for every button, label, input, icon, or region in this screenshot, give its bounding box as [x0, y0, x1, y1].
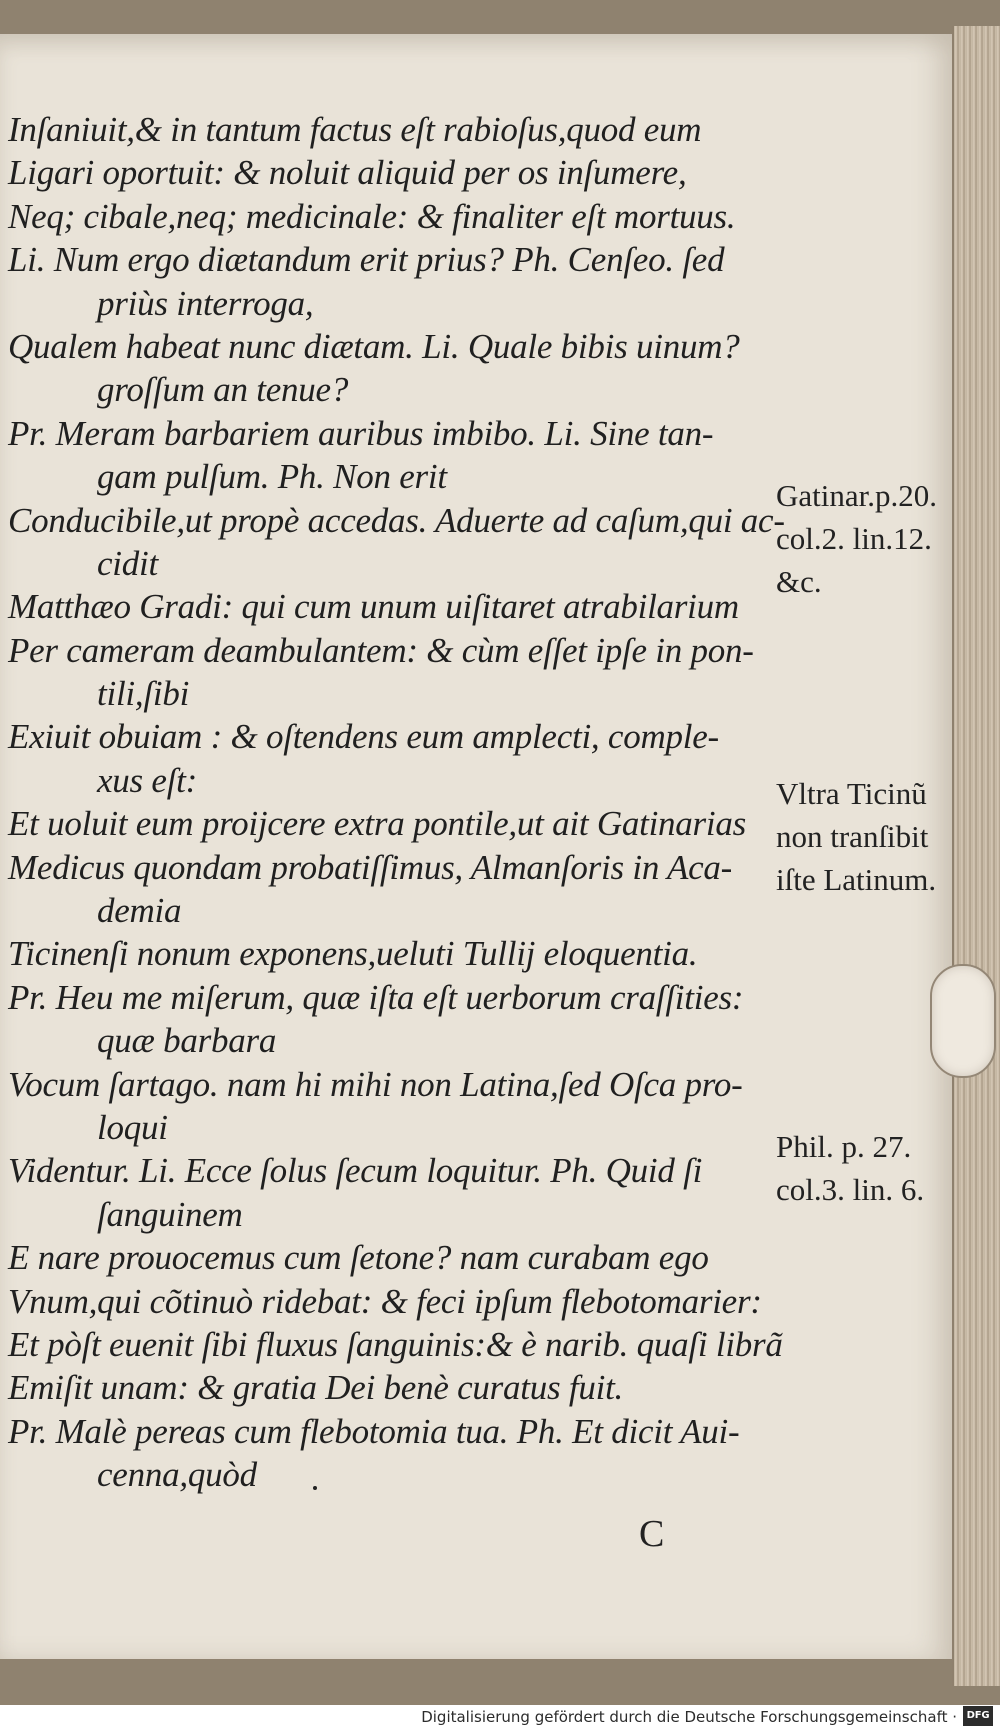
- margin-note-phil: Phil. p. 27. col.3. lin. 6.: [776, 1129, 925, 1207]
- text-line: gam pulſum. Ph. Non erit: [97, 457, 447, 497]
- text-line: cidit: [97, 543, 158, 583]
- text-line: cenna,quòd: [97, 1455, 257, 1495]
- text-line: tili,ſibi: [97, 674, 190, 714]
- text-line: Medicus quondam probatiſſimus, Almanſoris in Aca-: [8, 847, 733, 887]
- text-line: E nare prouocemus cum ſetone? nam curabam ego: [8, 1238, 709, 1278]
- page-edges: [952, 26, 1000, 1686]
- text-line: demia: [97, 891, 182, 931]
- text-line: Pr. Heu me miſerum, quæ iſta eſt uerborum craſſities:: [8, 977, 744, 1017]
- text-line: Qualem habeat nunc diætam. Li. Quale bibis uinum?: [8, 326, 740, 366]
- text-line: Inſaniuit,& in tantum factus eſt rabioſus,quod eum: [8, 110, 702, 149]
- text-line: Vnum,qui cõtinuò ridebat: & feci ipſum flebotomarier:: [8, 1281, 762, 1321]
- text-line: loqui: [97, 1107, 168, 1147]
- text-line: Pr. Malè pereas cum flebotomia tua. Ph. Et dicit Aui-: [8, 1411, 740, 1451]
- text-line: Li. Num ergo diætandum erit prius? Ph. Cenſeo. ſed: [8, 240, 725, 280]
- text-line: groſſum an tenue?: [97, 370, 349, 410]
- small-dot: [313, 1486, 317, 1490]
- margin-note-gatinar: Gatinar.p.20. col.2. lin.12. &c.: [776, 478, 937, 599]
- text-line: Et uoluit eum proijcere extra pontile,ut ait Gatinarias: [8, 804, 747, 844]
- text-line: priùs interroga,: [97, 283, 314, 323]
- text-line: xus eſt:: [97, 760, 198, 800]
- text-line: Exiuit obuiam : & oſtendens eum amplecti, comple-: [8, 717, 719, 757]
- text-line: Videntur. Li. Ecce ſolus ſecum loquitur. Ph. Quid ſi: [8, 1151, 703, 1191]
- text-line: Per cameram deambulantem: & cùm eſſet ipſe in pon-: [8, 630, 754, 670]
- text-line: quæ barbara: [97, 1021, 277, 1061]
- text-line: Pr. Meram barbariem auribus imbibo. Li. Sine tan-: [8, 413, 714, 453]
- main-text-block: [8, 108, 785, 1497]
- margin-note-ultra-ticinum: Vltra Ticinũ non tranſibit iſte Latinum.: [776, 776, 937, 897]
- text-line: Emiſit unam: & gratia Dei benè curatus fuit.: [8, 1368, 624, 1408]
- footer-credit: Digitalisierung gefördert durch die Deutsche Forschungsgemeinschaft ·: [421, 1708, 957, 1726]
- text-line: Neq; cibale,neq; medicinale: & finaliter eſt mortuus.: [8, 196, 736, 236]
- text-line: Ligari oportuit: & noluit aliquid per os inſumere,: [8, 153, 687, 193]
- text-line: Vocum ſartago. nam hi mihi non Latina,ſed Oſca pro-: [8, 1064, 743, 1104]
- text-line: Et pòſt euenit ſibi fluxus ſanguinis:& è narib. quaſi librã: [8, 1324, 783, 1364]
- text-line: ſanguinem: [97, 1194, 243, 1234]
- text-line: Conducibile,ut propè accedas. Aduerte ad caſum,qui ac-: [8, 500, 785, 540]
- dfg-logo: DFG: [963, 1706, 993, 1726]
- signature-mark: C: [639, 1513, 665, 1555]
- thumb-tab: [930, 964, 996, 1078]
- text-line: Matthæo Gradi: qui cum unum uiſitaret atrabilarium: [8, 587, 739, 627]
- text-line: Ticinenſi nonum exponens,ueluti Tullij eloquentia.: [8, 934, 698, 974]
